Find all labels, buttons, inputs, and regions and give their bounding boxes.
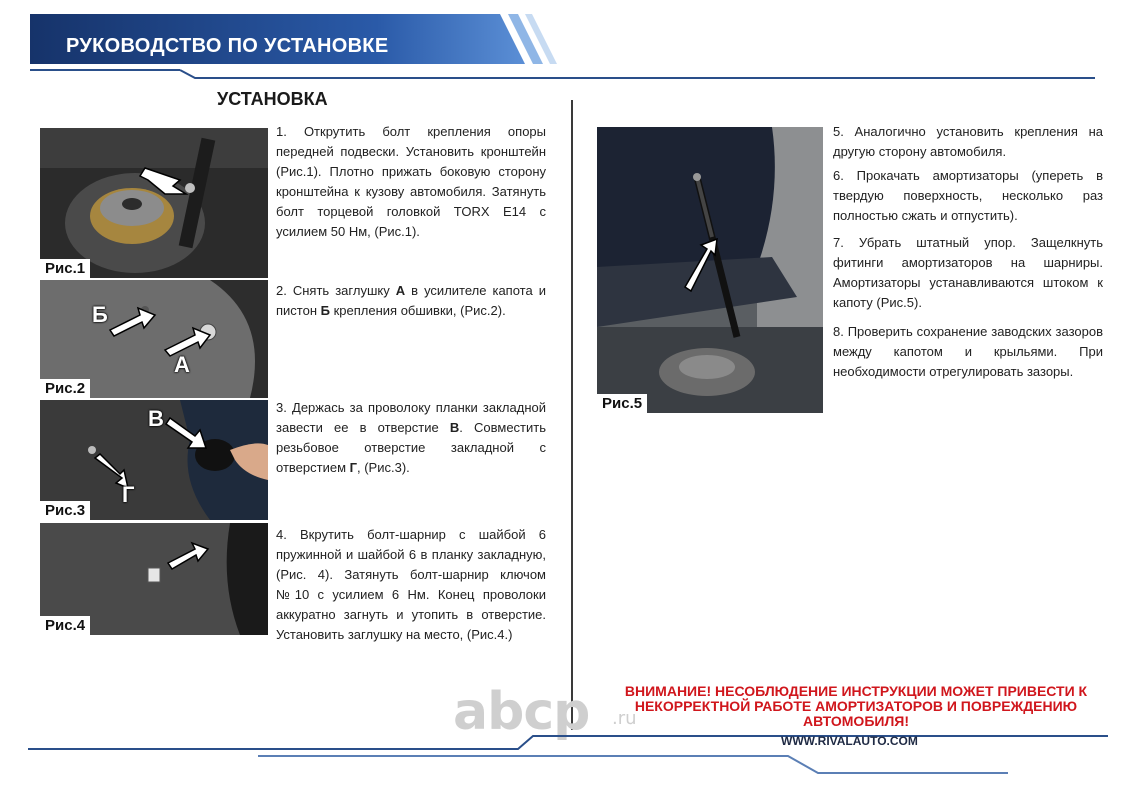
column-divider xyxy=(571,100,573,730)
watermark-suffix: .ru xyxy=(612,708,637,729)
figure-3-letter-g: Г xyxy=(122,482,135,507)
step-2-label-b: Б xyxy=(320,303,330,318)
gas-strut-installed-photo-graphic xyxy=(597,127,823,413)
footer-lines-graphic xyxy=(28,728,1108,780)
figure-1-photo xyxy=(40,128,268,278)
footer-lines xyxy=(28,728,1108,780)
header-banner xyxy=(30,14,1100,84)
section-title: УСТАНОВКА xyxy=(217,89,328,109)
figure-3-label: Рис.3 xyxy=(40,501,90,520)
step-3-label-g: Г xyxy=(349,460,357,475)
figure-5-label: Рис.5 xyxy=(597,394,647,413)
figure-3-photo xyxy=(40,400,268,520)
figure-2-letter-b: Б xyxy=(92,302,108,327)
step-3-text: 3. Держась за проволоку планки закладной завести ее в отверстие В. Совместить резьбовое отверстие закладной с отверстием Г, (Рис.3). xyxy=(276,400,546,475)
warning-notice: ВНИМАНИЕ! НЕСОБЛЮДЕНИЕ ИНСТРУКЦИИ МОЖЕТ ПРИВЕСТИ К НЕКОРРЕКТНОЙ РАБОТЕ АМОРТИЗАТОРОВ И ПОВРЕЖДЕНИЮ АВТОМОБИЛЯ! xyxy=(624,683,1088,729)
figure-4-photo xyxy=(40,523,268,635)
step-1-text: 1. Открутить болт крепления опоры передней подвески. Установить кронштейн (Рис.1). Плотно прижать боковую сторону кронштейна к кузову автомобиля. Затянуть болт торцевой головкой TORX E14 с усилием 50 Нм, (Рис.1). xyxy=(276,124,546,239)
figure-1-label: Рис.1 xyxy=(40,259,90,278)
step-8-text: 8. Проверить сохранение заводских зазоров между капотом и крыльями. При необходимости отрегулировать зазоры. xyxy=(833,324,1103,379)
figure-2-label: Рис.2 xyxy=(40,379,90,398)
step-3-label-v: В xyxy=(449,420,460,435)
step-2-label-a: А xyxy=(395,283,406,298)
step-2-text: 2. Снять заглушку А в усилителе капота и пистон Б крепления обшивки, (Рис.2). xyxy=(276,283,546,318)
figure-4-label: Рис.4 xyxy=(40,616,90,635)
figure-5-photo xyxy=(597,127,823,413)
page-title: РУКОВОДСТВО ПО УСТАНОВКЕ xyxy=(66,35,389,57)
step-5-text: 5. Аналогично установить крепления на другую сторону автомобиля. xyxy=(833,124,1103,159)
figure-3-letter-v: В xyxy=(148,406,164,431)
figure-2-letter-a: А xyxy=(174,352,190,377)
watermark-logo: abcp xyxy=(453,682,590,742)
strut-mount-photo-graphic xyxy=(40,128,268,278)
step-4-text: 4. Вкрутить болт-шарнир с шайбой 6 пружинной и шайбой 6 в планку закладную, (Рис. 4). Затянуть болт-шарнир ключом №10 с усилием 6 Нм. Конец проволоки аккуратно загнуть и утопить в отверстие. Установить заглушку на место, (Рис.4.) xyxy=(276,527,546,642)
step-7-text: 7. Убрать штатный упор. Защелкнуть фитинги амортизаторов на шарниры. Амортизаторы устанавливаются штоком к капоту (Рис.5). xyxy=(833,235,1103,310)
figure-2-photo xyxy=(40,280,268,398)
website-link[interactable]: WWW.RIVALAUTO.COM xyxy=(781,734,918,748)
step-6-text: 6. Прокачать амортизаторы (упереть в твердую поверхность, несколько раз полностью сжать и отпустить). xyxy=(833,168,1103,223)
